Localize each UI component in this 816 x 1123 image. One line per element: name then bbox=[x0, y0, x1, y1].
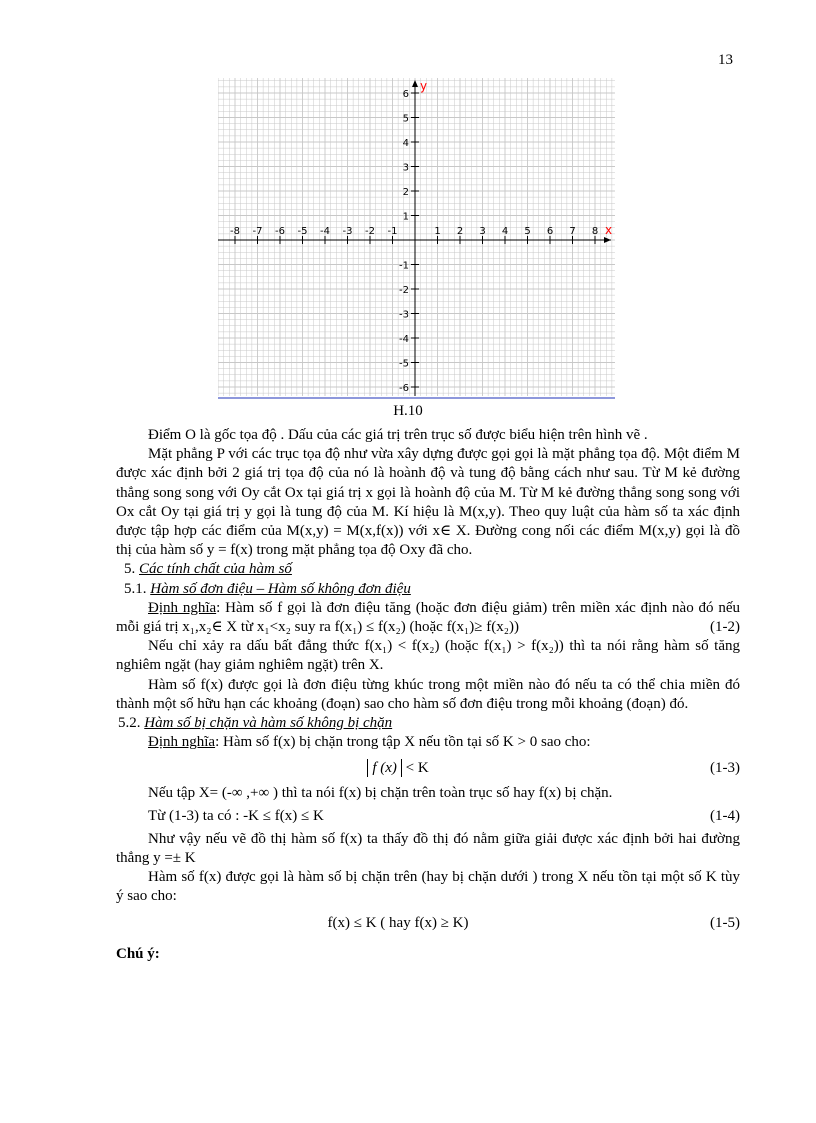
y-tick-label: -2 bbox=[399, 285, 409, 296]
x-tick-label: -4 bbox=[320, 226, 330, 237]
paragraph-whole-axis: Nếu tập X= (-∞ ,+∞ ) thì ta nói f(x) bị chặn trên toàn trục số hay f(x) bị chặn. bbox=[148, 785, 613, 802]
x-axis-label: x bbox=[605, 223, 613, 237]
x-tick-label: 6 bbox=[546, 226, 554, 237]
note-label: Chú ý: bbox=[116, 946, 160, 963]
y-tick-label: 1 bbox=[402, 211, 409, 223]
x-tick-label: -5 bbox=[297, 226, 308, 237]
section-number: 5. bbox=[124, 561, 139, 578]
coordinate-plane-svg bbox=[218, 78, 615, 400]
figure-caption: H.10 bbox=[393, 403, 423, 419]
x-axis-arrow bbox=[604, 237, 611, 243]
section-title: Hàm số đơn điệu – Hàm số không đơn điệu bbox=[150, 580, 411, 597]
y-tick-label: 3 bbox=[402, 162, 409, 174]
formula-text: f(x) ≤ K ( hay f(x) ≥ K) bbox=[327, 914, 469, 931]
section-number: 5.1. bbox=[124, 580, 151, 597]
x-tick-label: 8 bbox=[591, 226, 599, 237]
paragraph-origin: Điểm O là gốc tọa độ . Dấu của các giá trị trên trục số được biểu hiện trên hình vẽ . bbox=[148, 427, 648, 443]
y-tick-label: -4 bbox=[399, 334, 409, 345]
coordinate-plane-figure bbox=[218, 78, 615, 400]
definition-label: Định nghĩa bbox=[148, 734, 216, 751]
y-tick-label: -5 bbox=[399, 358, 409, 370]
section-number: 5.2. bbox=[118, 715, 145, 732]
y-tick-label: 4 bbox=[402, 138, 409, 149]
formula-1-4 bbox=[116, 806, 740, 828]
x-tick-label: 3 bbox=[479, 226, 486, 237]
paragraph-piecewise-monotonic: Hàm số f(x) được gọi là đơn điệu từng khúc trong một miền nào đó nếu ta có thể chia miền đó thành một số hữu hạn các khoảng (đoạn) sao cho hàm số đơn điệu trong mỗi khoảng (đoạn) đó. bbox=[116, 676, 740, 712]
absolute-value-expression: f (x) bbox=[367, 759, 402, 777]
paragraph-bounded-above-below: Hàm số f(x) được gọi là hàm số bị chặn trên (hay bị chặn dưới ) trong X nếu tồn tại một số K tùy ý sao cho: bbox=[116, 869, 740, 905]
formula-1-3 bbox=[116, 755, 740, 781]
y-axis-arrow bbox=[412, 80, 418, 87]
section-heading-5-2 bbox=[116, 714, 740, 733]
x-tick-label: 1 bbox=[434, 226, 441, 237]
paragraph-monotonic-definition bbox=[116, 599, 740, 637]
x-tick-label: -8 bbox=[230, 226, 240, 237]
body-text bbox=[116, 426, 740, 965]
y-tick-label: -3 bbox=[399, 309, 409, 321]
paragraph-graph-band: Như vậy nếu vẽ đồ thị hàm số f(x) ta thấy đồ thị đó nằm giữa giải được xác định bởi hai đường thẳng y =± K bbox=[116, 830, 740, 866]
x-tick-label: 7 bbox=[569, 226, 576, 237]
formula-1-5 bbox=[116, 909, 740, 937]
x-tick-label: 5 bbox=[524, 226, 531, 237]
section-title: Hàm số bị chặn và hàm số không bị chặn bbox=[144, 715, 393, 732]
equation-number: (1-4) bbox=[710, 808, 740, 825]
y-tick-label: 5 bbox=[402, 113, 409, 125]
section-heading-5-1 bbox=[116, 580, 740, 599]
equation-number: (1-5) bbox=[710, 914, 740, 931]
y-tick-label: -1 bbox=[399, 260, 409, 272]
formula-text: Từ (1-3) ta có : -K ≤ f(x) ≤ K bbox=[148, 808, 324, 825]
x-tick-label: -1 bbox=[387, 226, 398, 237]
equation-number: (1-3) bbox=[710, 759, 740, 776]
x-tick-label: -7 bbox=[252, 226, 263, 237]
x-tick-label: 2 bbox=[456, 226, 464, 237]
paragraph-coordinate-plane: Mặt phẳng P với các trục tọa độ như vừa xây dựng được gọi gọi là mặt phẳng tọa độ. Một điểm M được xác định bởi 2 giá trị tọa độ của nó là hoành độ và tung độ bằng cách như sau. Từ M kẻ đường thẳng song song với Oy cắt Ox tại giá trị x gọi là hoành độ của M. Từ M kẻ đường thẳng song song với Ox cắt Oy tại giá trị y gọi là tung độ của M. Kí hiệu là M(x,y). Theo quy luật của hàm số ta xác định được tập hợp các điểm của M(x,y) = M(x,f(x)) với x∈ X. Đường cong nối các điểm M(x,y) gọi là đồ thị của hàm số y = f(x) trong mặt phẳng tọa độ Oxy đã cho. bbox=[116, 446, 740, 559]
section-heading-5 bbox=[116, 560, 740, 579]
definition-text: : Hàm số f gọi là đơn điệu tăng (hoặc đơn điệu giảm) trên miền xác định nào đó nếu mỗi giá trị x₁,x₂∈ X từ x₁<x₂ suy ra f(x₁) ≤ f(x₂) (hoặc f(x₁)≥ f(x₂)) bbox=[116, 599, 740, 636]
definition-text: : Hàm số f(x) bị chặn trong tập X nếu tồn tại số K > 0 sao cho: bbox=[215, 734, 591, 751]
x-tick-label: -3 bbox=[342, 226, 353, 237]
y-tick-label: -6 bbox=[399, 383, 409, 394]
paragraph-bounded-definition bbox=[116, 733, 740, 752]
page-number: 13 bbox=[718, 52, 733, 68]
formula-rest: < K bbox=[401, 759, 429, 776]
x-tick-label: -6 bbox=[275, 226, 285, 237]
x-tick-label: 4 bbox=[501, 226, 509, 237]
x-tick-label: -2 bbox=[365, 226, 375, 237]
paragraph-strict-monotonic: Nếu chỉ xảy ra dấu bất đẳng thức f(x₁) < f(x₂) (hoặc f(x₁) > f(x₂)) thì ta nói rằng hàm số tăng nghiêm ngặt (hay giảm nghiêm ngặt) trên X. bbox=[116, 638, 740, 674]
definition-label: Định nghĩa bbox=[148, 599, 217, 616]
y-axis-label: y bbox=[420, 79, 428, 93]
section-title: Các tính chất của hàm số bbox=[139, 561, 292, 578]
equation-number: (1-2) bbox=[710, 619, 740, 636]
y-tick-label: 2 bbox=[402, 187, 409, 198]
y-tick-label: 6 bbox=[402, 89, 409, 100]
